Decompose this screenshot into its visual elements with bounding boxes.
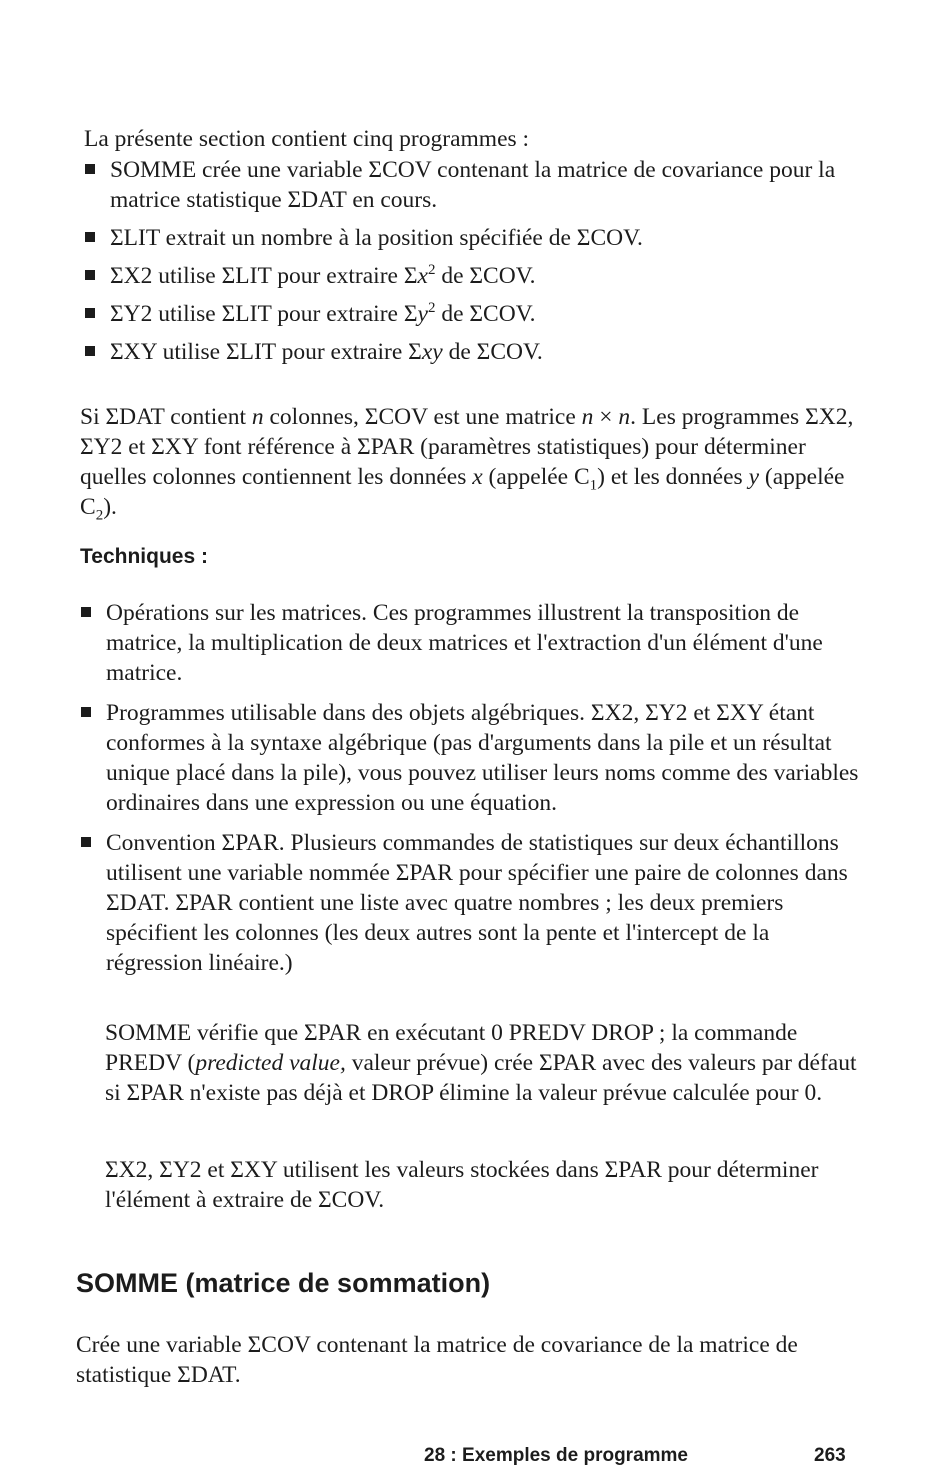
list-item-text: Convention ΣPAR. Plusieurs commandes de statistiques sur deux échantillons utilisent une variable nommée ΣPAR pour spécifier une paire de colonnes dans ΣDAT. ΣPAR contient une liste avec quatre nombres ; les deux premiers spécifient les colonnes (les deux autres sont la pente et l'intercept de la régression linéaire.) (106, 830, 848, 976)
list-item-text: de ΣCOV. (435, 301, 536, 327)
intro-paragraph: La présente section contient cinq programmes : (84, 126, 530, 152)
text-run: SOMME vérifie que ΣPAR en exécutant 0 PREDV DROP ; la commande PREDV ( (105, 1020, 798, 1076)
section-description: Crée une variable ΣCOV contenant la matrice de covariance de la matrice de statistique ΣDAT. (76, 1332, 798, 1388)
list-item-text: Opérations sur les matrices. Ces programmes illustrent la transposition de matrice, la multiplication de deux matrices et l'extraction d'un élément d'une matrice. (106, 600, 823, 686)
list-item (84, 299, 864, 329)
list-item-text: Programmes utilisable dans des objets algébriques. ΣX2, ΣY2 et ΣXY étant conformes à la syntaxe algébrique (pas d'arguments dans la pile et un résultat unique placé dans la pile), vous pouvez utiliser leurs noms comme des variables ordinaires dans une expression ou une équation. (106, 700, 859, 816)
bullet-square-icon (81, 607, 91, 617)
math-variable: y (417, 301, 428, 327)
text-run: Si ΣDAT contient (80, 404, 252, 430)
math-variable: n (618, 404, 631, 430)
bullet-square-icon (85, 270, 95, 280)
section-heading: SOMME (matrice de sommation) (76, 1268, 491, 1298)
bullet-square-icon (85, 232, 95, 242)
list-item (80, 598, 870, 688)
list-item (80, 698, 870, 818)
list-item-text: ΣXY utilise ΣLIT pour extraire Σ (110, 339, 422, 365)
superscript: 2 (427, 300, 436, 317)
bullet-square-icon (85, 164, 95, 174)
list-item (84, 337, 864, 367)
techniques-heading: Techniques : (80, 545, 208, 568)
list-item-text: de ΣCOV. (442, 339, 543, 365)
covariance-paragraph (80, 402, 860, 522)
list-item (84, 223, 864, 253)
math-variable: n (251, 404, 264, 430)
list-item-text: ΣX2 utilise ΣLIT pour extraire Σ (110, 263, 418, 289)
text-run: (appelée C (80, 464, 845, 520)
text-run: ) et les données (597, 464, 749, 490)
text-run: colonnes, ΣCOV est une matrice (263, 404, 582, 430)
list-item (84, 261, 864, 291)
program-list (84, 155, 864, 375)
math-variable: xy (421, 339, 443, 365)
text-run: valeur prévue) crée ΣPAR avec des valeurs par défaut si ΣPAR n'existe pas déjà et DROP élimine la valeur prévue calculée pour 0. (105, 1050, 857, 1106)
techniques-list (80, 598, 870, 988)
emphasis: predicted value, (195, 1050, 346, 1076)
list-item (84, 155, 864, 215)
bullet-square-icon (81, 707, 91, 717)
text-run: (appelée C (482, 464, 590, 490)
list-item-text: de ΣCOV. (435, 263, 536, 289)
bullet-square-icon (81, 837, 91, 847)
math-variable: n (581, 404, 594, 430)
text-run: × (593, 404, 619, 430)
text-run: ). (103, 494, 117, 520)
math-variable: y (748, 464, 760, 490)
subscript: 2 (95, 507, 104, 524)
footer-chapter-title: 28 : Exemples de programme (424, 1445, 688, 1466)
page-number: 263 (814, 1445, 846, 1466)
sigma-note-paragraph: ΣX2, ΣY2 et ΣXY utilisent les valeurs stockées dans ΣPAR pour déterminer l'élément à extraire de ΣCOV. (105, 1157, 819, 1213)
math-variable: x (472, 464, 483, 490)
bullet-square-icon (85, 308, 95, 318)
math-variable: x (417, 263, 428, 289)
list-item-text: ΣLIT extrait un nombre à la position spécifiée de ΣCOV. (110, 225, 643, 251)
text-run: . Les programmes ΣX2, ΣY2 et ΣXY font référence à ΣPAR (paramètres statistiques) pour déterminer quelles colonnes contiennent les données (80, 404, 854, 490)
superscript: 2 (427, 262, 436, 279)
list-item-text: ΣY2 utilise ΣLIT pour extraire Σ (110, 301, 418, 327)
subscript: 1 (589, 477, 598, 494)
list-item (80, 828, 870, 978)
list-item-text: SOMME crée une variable ΣCOV contenant la matrice de covariance pour la matrice statistique ΣDAT en cours. (110, 157, 836, 213)
somme-note-paragraph (105, 1018, 865, 1108)
bullet-square-icon (85, 346, 95, 356)
